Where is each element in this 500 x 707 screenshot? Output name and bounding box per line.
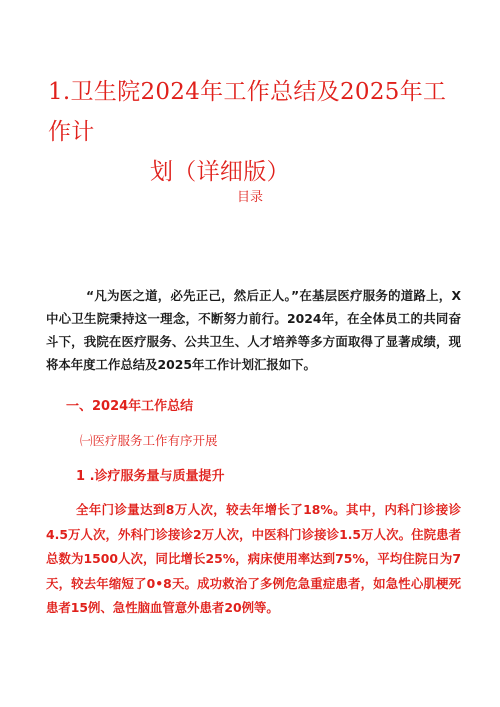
intro-text: “凡为医之道，必先正己，然后正人。”在基层医疗服务的道路上，X中心卫生院秉持这一理念，不断努力前行。2024年，在全体员工的共同奋斗下，我院在医疗服务、公共卫生、人才培养等多方面取得了显著成绩，现将本年度工作总结及2025年工作计划汇报如下。 (46, 288, 461, 372)
title-line-1: 1.卫生院2024年工作总结及2025年工作计 (48, 79, 447, 145)
toc-link[interactable]: 目录 (236, 190, 263, 205)
item-paragraph (46, 498, 461, 621)
item-heading: 1 .诊疗服务量与质量提升 (76, 469, 225, 484)
item-text: 全年门诊量达到8万人次，较去年增长了18%。其中，内科门诊接诊4.5万人次，外科门诊接诊2万人次，中医科门诊接诊1.5万人次。住院患者总数为1500人次，同比增长25%，病床使用率达到75%，平均住院日为7天，较去年缩短了0•8天。成功救治了多例危急重症患者，如急性心肌梗死患者15例、急性脑血管意外患者20例等。 (46, 502, 461, 615)
subsection-heading: ㈠医疗服务工作有序开展 (80, 433, 218, 448)
section-heading: 一、2024年工作总结 (66, 399, 194, 414)
intro-paragraph (46, 284, 461, 376)
document-title (48, 72, 468, 192)
title-line-2: 划（详细版） (150, 159, 290, 185)
